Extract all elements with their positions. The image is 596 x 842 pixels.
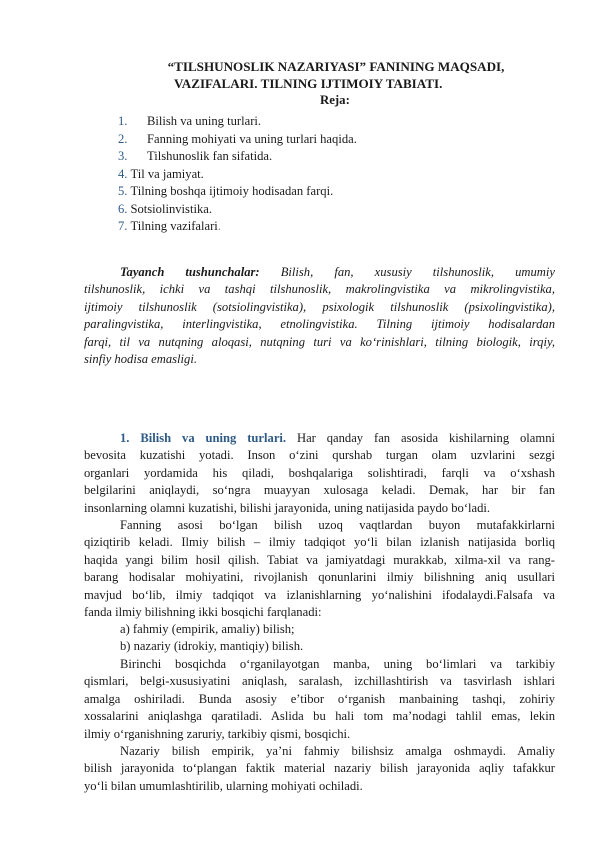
body-line: ilmiy o‘rganishning zaruriy, tarkibiy qismi, bosqichi. [84, 726, 351, 741]
key-terms-paragraph [84, 264, 555, 368]
body-line: Nazariy bilish empirik, ya’ni fahmiy bilishsiz amalga oshmaydi. Amaliy [120, 744, 555, 758]
section1-paragraph-2 [84, 517, 555, 621]
document-title-line-1: “TILSHUNOSLIK NAZARIYASI” FANINING MAQSADI, [167, 59, 505, 74]
body-line: haqida yangi bilim hosil qilish. Tabiat va jamiyatdagi murakkab, xilma-xil va rang- [84, 552, 555, 567]
plan-item-text: Fanning mohiyati va uning turlari haqida. [147, 131, 357, 146]
plan-item [118, 218, 357, 236]
key-terms-line: Tayanch tushunchalar: Bilish, fan, xususiy tilshunoslik, umumiy [120, 265, 555, 279]
plan-item-text: Bilish va uning turlari. [147, 114, 262, 128]
section1-heading: 1. Bilish va uning turlari. [120, 431, 287, 445]
plan-item-number: 2. [118, 131, 128, 146]
body-line: Birinchi bosqichda o‘rganilayotgan manba, uning bo‘limlari va tarkibiy [120, 657, 555, 671]
plan-item-number: 5. [118, 184, 128, 198]
plan-title: Reja: [320, 93, 350, 107]
body-line: amalga oshiriladi. Bunda asosiy e’tibor o‘rganish manbaining tashqi, zohiriy [84, 691, 555, 706]
plan-list [118, 113, 357, 236]
section1-paragraph-3 [84, 656, 555, 743]
body-line: organlari yordamida his qiladi, boshqalariga solishtiradi, farqli va o‘xshash [84, 465, 555, 480]
plan-item [118, 166, 357, 184]
list-item-b: b) nazariy (idrokiy, mantiqiy) bilish. [120, 639, 304, 654]
plan-item-number: 6. [118, 201, 128, 216]
body-line: bevosita kuzatishi yotadi. Inson o‘zini qurshab turgan olam uzvlarini sezgi [84, 448, 555, 463]
plan-item-text: Tilning boshqa ijtimoiy hodisadan farqi. [130, 184, 334, 198]
body-line: Fanning asosi bo‘lgan bilish uzoq vaqtlardan buyon mutafakkirlarni [120, 518, 555, 532]
body-line: fanda ilmiy bilishning ikki bosqichi farqlanadi: [84, 605, 322, 620]
knowledge-stages-list [84, 621, 555, 656]
body-line: insonlarning olamni kuzatishi, bilishi jarayonida, uning natijasida paydo bo‘ladi. [84, 500, 491, 515]
section1-paragraph-4 [84, 743, 555, 795]
plan-item-number: 7. [118, 219, 128, 233]
key-terms-line: tilshunoslik, ichki va tashqi tilshunoslik, makrolingvistika va mikrolingvistika, [84, 282, 555, 297]
body-line: yo‘li bilan umumlashtirilib, ularning mohiyati ochiladi. [84, 778, 363, 793]
body-line: barang hodisalar mohiyatini, rivojlanish qonunlarini ilmiy bilishning aniq usullari [84, 570, 555, 585]
plan-item-text: Til va jamiyat. [130, 166, 204, 181]
plan-item-number: 4. [118, 166, 128, 181]
list-item-a: a) fahmiy (empirik, amaliy) bilish; [120, 622, 295, 636]
plan-item-number: 3. [118, 149, 128, 163]
key-terms-line: ijtimoiy tilshunoslik (sotsiolingvistika), psixologik tilshunoslik (psixolingvistika), [84, 299, 555, 314]
body-line: bilish jarayonida to‘plangan faktik material nazariy bilish jarayonida aqliy tafakkur [84, 761, 555, 776]
plan-item-number: 1. [118, 114, 128, 128]
document-title-line-2: VAZIFALARI. TILNING IJTIMOIY TABIATI. [174, 76, 443, 91]
key-terms-line: farqi, til va nutqning aloqasi, nutqning turi va ko‘rinishlari, tilning biologik, irqiy, [84, 334, 555, 349]
plan-item [118, 131, 357, 149]
key-terms-line: sinfiy hodisa emasligi. [84, 352, 197, 367]
body-line: qiziqtirib keladi. Ilmiy bilish – ilmiy tadqiqot yo‘li bilan izlanish natijasida borliq [84, 535, 555, 550]
body-line: xossalarini aniqlashga qaratiladi. Aslida bu hali tom ma’nodagi tahlil emas, lekin [84, 709, 555, 724]
body-line: belgilarini aniqlaydi, so‘ngra muayyan xulosaga keladi. Demak, har bir fan [84, 483, 555, 498]
plan-item [118, 148, 357, 166]
key-terms-label: Tayanch tushunchalar: [120, 265, 260, 279]
plan-item-text: Tilning vazifalari [130, 219, 218, 233]
plan-item [118, 183, 357, 201]
body-line: mavjud bo‘lib, ilmiy tadqiqot va izlanishlarning yo‘nalishini ifodalaydi.Falsafa va [84, 587, 555, 602]
body-line: qismlari, belgi-xususiyatini aniqlash, saralash, izchillashtirish va tasvirlash ishlari [84, 674, 555, 689]
section1-paragraph-1 [84, 430, 555, 517]
plan-item [118, 113, 357, 131]
plan-item [118, 201, 357, 219]
plan-item-text: Tilshunoslik fan sifatida. [147, 149, 273, 163]
plan-item-end-dot: . [217, 219, 221, 233]
body-line: 1. Bilish va uning turlari. Har qanday fan asosida kishilarning olamni [120, 431, 555, 445]
key-terms-line: paralingvistika, interlingvistika, etnolingvistika. Tilning ijtimoiy hodisalardan [84, 317, 555, 332]
plan-item-text: Sotsiolinvistika. [130, 201, 212, 216]
